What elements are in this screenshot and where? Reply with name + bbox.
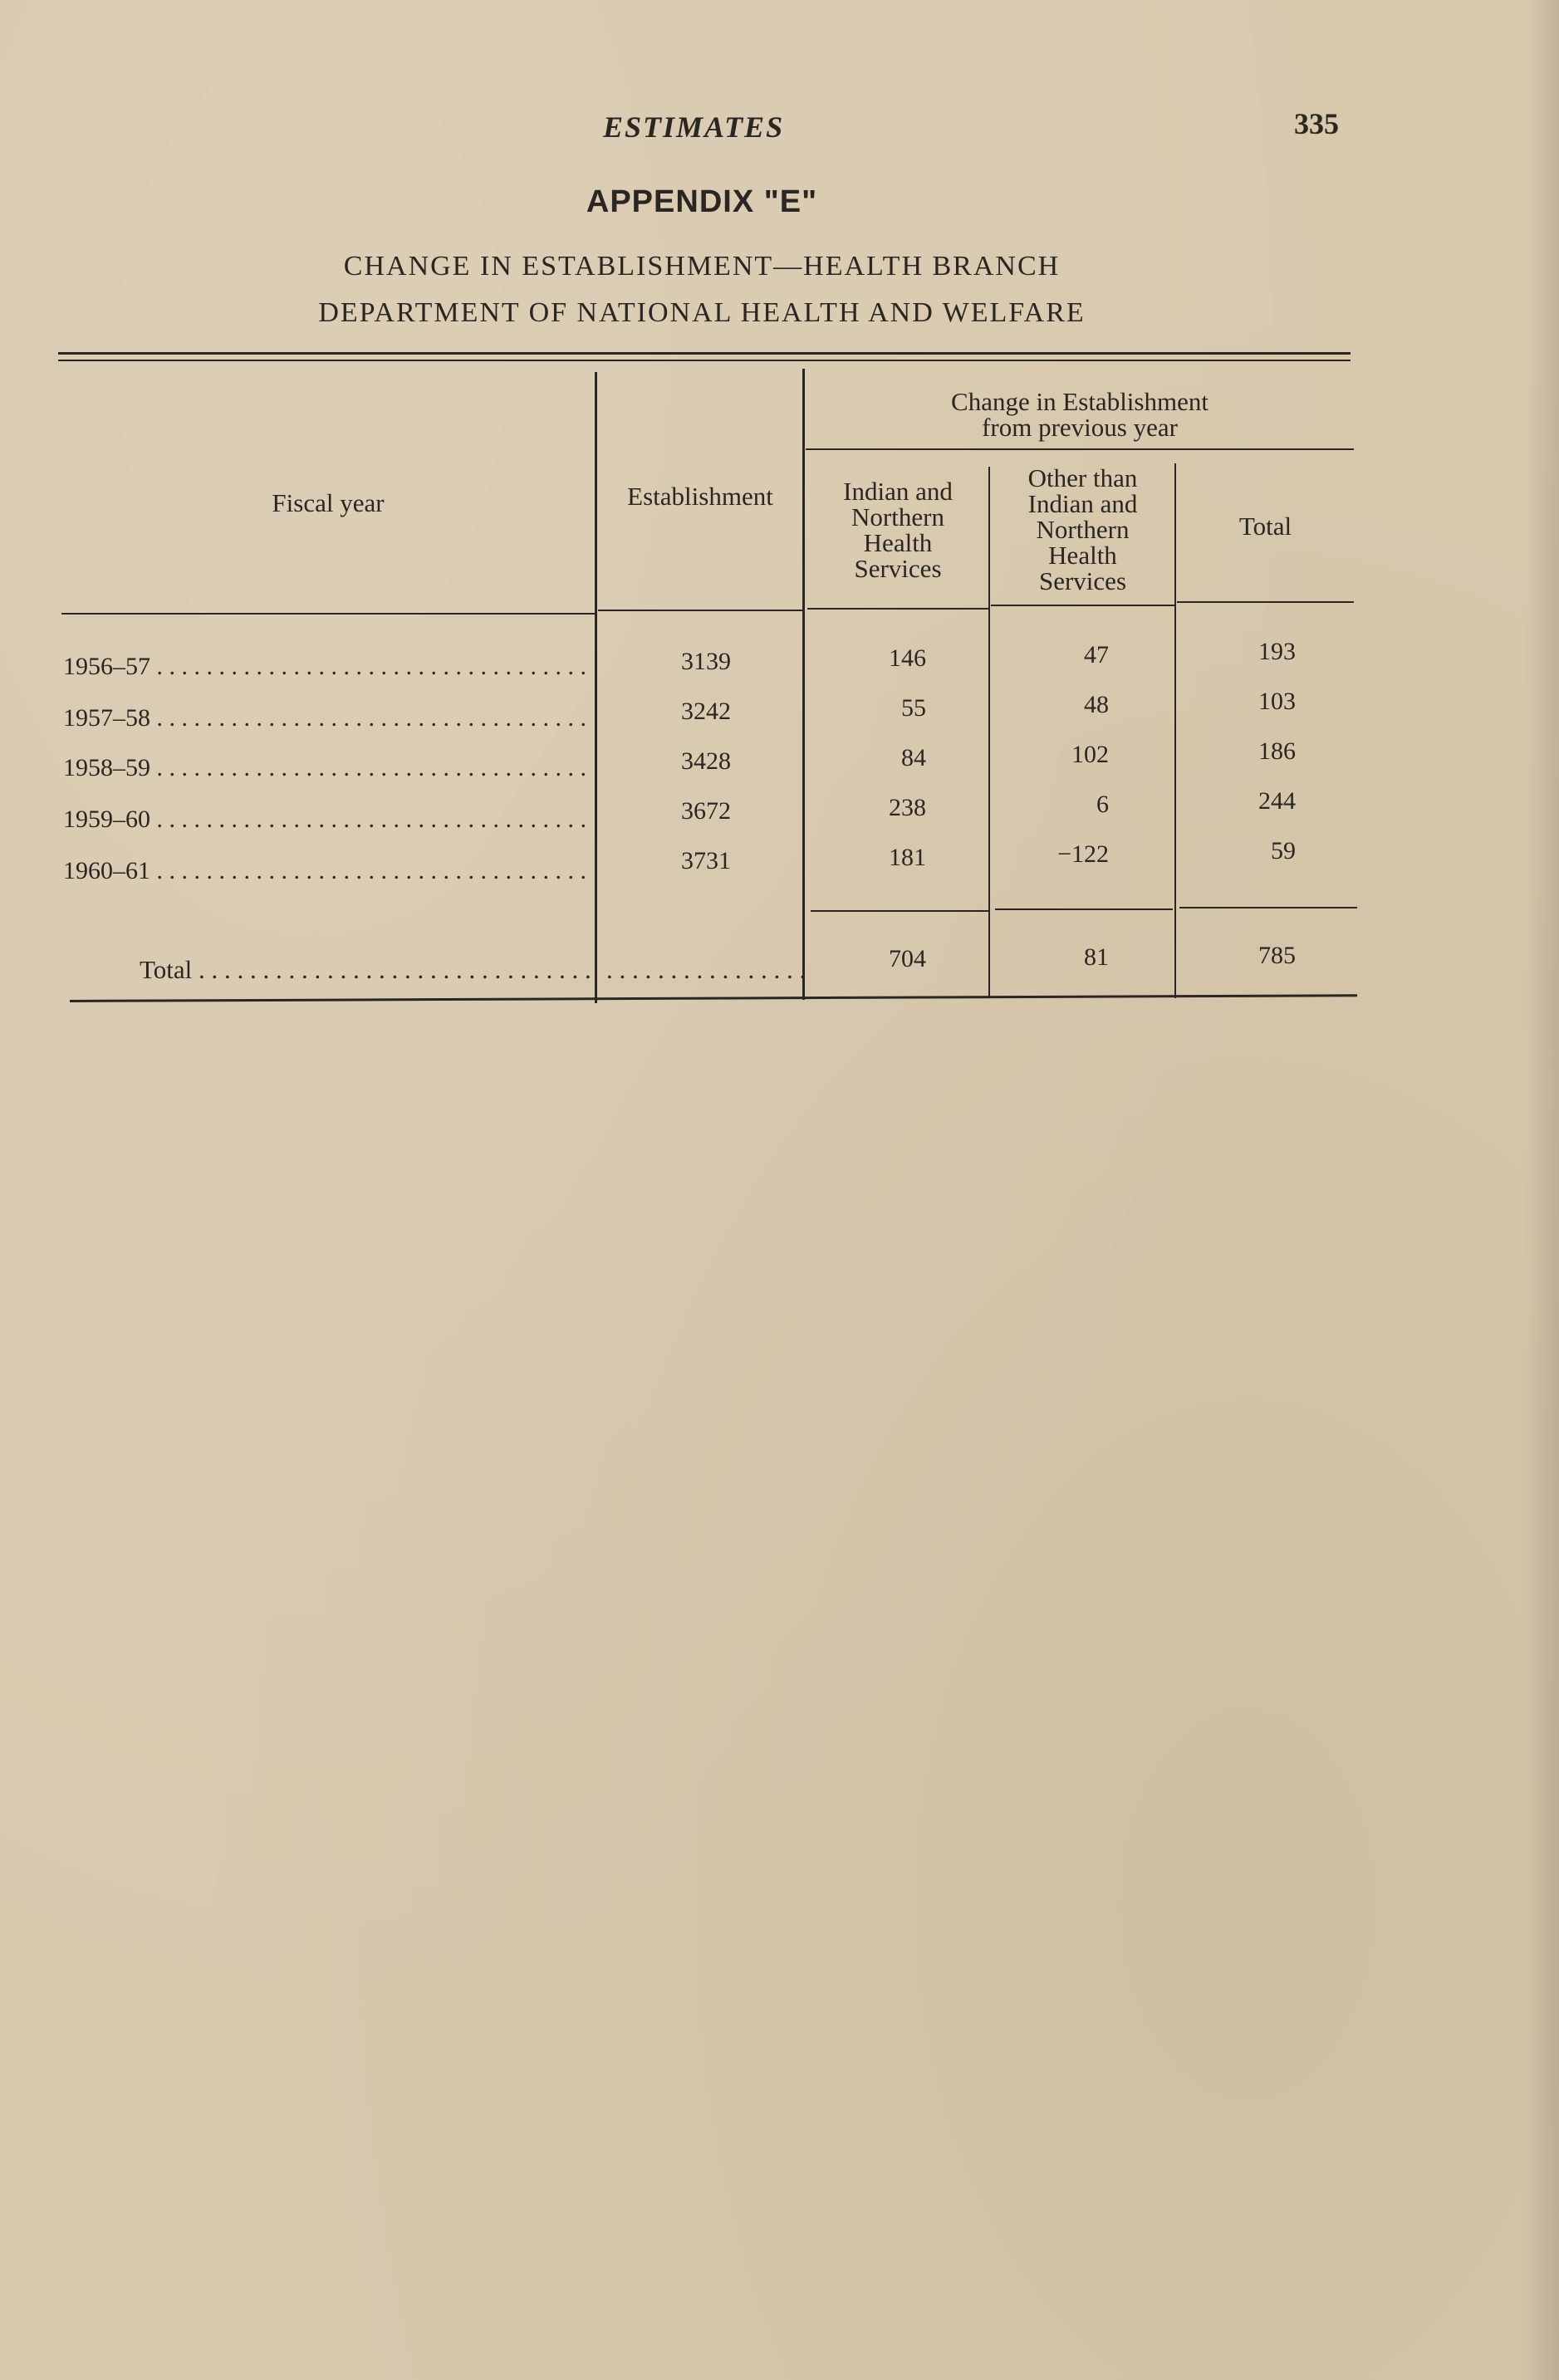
row-other: −122 xyxy=(1057,840,1109,868)
header-bottom-rule-total xyxy=(1177,601,1354,603)
header-bottom-rule-indian xyxy=(807,608,988,610)
row-establishment: 3428 xyxy=(681,747,731,775)
row-establishment: 3139 xyxy=(681,648,731,675)
row-fiscal-year: 1956–57 . . . xyxy=(63,653,590,681)
subtotal-rule-indian xyxy=(811,910,988,912)
row-total: 193 xyxy=(1258,638,1296,665)
row-fiscal-year: 1960–61 . . . xyxy=(63,857,590,885)
row-establishment: 3731 xyxy=(681,847,731,874)
header-establishment: Establishment xyxy=(627,482,773,511)
table-title-line-2: DEPARTMENT OF NATIONAL HEALTH AND WELFARE xyxy=(318,297,1086,328)
totals-label: Total . . . xyxy=(140,955,590,985)
header-bottom-rule-fiscal xyxy=(61,613,595,615)
table-bottom-rule xyxy=(70,994,1357,1002)
row-fiscal-year: 1958–59 . . . xyxy=(63,754,590,782)
subtotal-rule-total xyxy=(1179,907,1357,908)
header-fiscal-year: Fiscal year xyxy=(272,488,385,517)
row-other: 102 xyxy=(1071,741,1109,768)
table-title-line-1: CHANGE IN ESTABLISHMENT—HEALTH BRANCH xyxy=(343,251,1061,282)
subtotal-rule-other xyxy=(995,908,1173,910)
row-other: 47 xyxy=(1084,641,1109,668)
page-edge-shadow xyxy=(1526,0,1559,2380)
table-top-rule xyxy=(58,352,1351,355)
header-bottom-rule-establishment xyxy=(598,610,802,611)
divider-after-other xyxy=(1174,463,1176,998)
header-indian-northern xyxy=(807,478,988,581)
divider-after-indian xyxy=(988,467,990,998)
header-other-than-indian xyxy=(991,465,1174,594)
row-fiscal-year: 1959–60 . . . xyxy=(63,806,590,834)
row-indian: 181 xyxy=(889,844,926,871)
header-change-group-line-2: from previous year xyxy=(982,413,1178,442)
row-indian: 55 xyxy=(901,694,926,722)
row-other: 48 xyxy=(1084,691,1109,718)
appendix-heading: APPENDIX "E" xyxy=(586,184,818,219)
row-establishment: 3672 xyxy=(681,797,731,825)
divider-after-establishment xyxy=(802,369,805,1000)
page-number: 335 xyxy=(1294,107,1339,140)
row-establishment: 3242 xyxy=(681,698,731,725)
table-top-rule-inner xyxy=(58,360,1351,361)
header-change-group xyxy=(806,389,1354,440)
row-indian: 146 xyxy=(889,644,926,672)
totals-other: 81 xyxy=(1084,943,1109,971)
row-total: 244 xyxy=(1258,787,1296,815)
header-indian-line-1: Indian and xyxy=(843,477,953,506)
row-other: 6 xyxy=(1096,791,1109,818)
header-indian-line-3: Health xyxy=(863,528,933,557)
row-indian: 84 xyxy=(901,744,926,771)
header-other-line-3: Northern xyxy=(1036,515,1130,544)
header-other-line-5: Services xyxy=(1038,566,1127,595)
header-indian-line-4: Services xyxy=(854,554,942,583)
header-change-group-line-1: Change in Establishment xyxy=(951,387,1208,416)
header-other-line-4: Health xyxy=(1048,541,1117,570)
divider-after-fiscal-year xyxy=(595,372,597,1003)
row-total: 186 xyxy=(1258,737,1296,765)
header-indian-line-2: Northern xyxy=(851,502,944,531)
row-total: 103 xyxy=(1258,688,1296,715)
change-group-rule xyxy=(806,448,1354,450)
totals-indian: 704 xyxy=(889,945,926,972)
header-other-line-2: Indian and xyxy=(1027,489,1138,518)
running-title: ESTIMATES xyxy=(603,110,785,144)
header-bottom-rule-other xyxy=(991,605,1174,606)
totals-establishment-leader xyxy=(606,955,802,985)
row-total: 59 xyxy=(1271,837,1296,864)
header-other-line-1: Other than xyxy=(1027,463,1138,492)
totals-total: 785 xyxy=(1258,942,1296,969)
row-indian: 238 xyxy=(889,794,926,821)
row-fiscal-year: 1957–58 . . . xyxy=(63,704,590,732)
header-total: Total xyxy=(1238,512,1292,541)
